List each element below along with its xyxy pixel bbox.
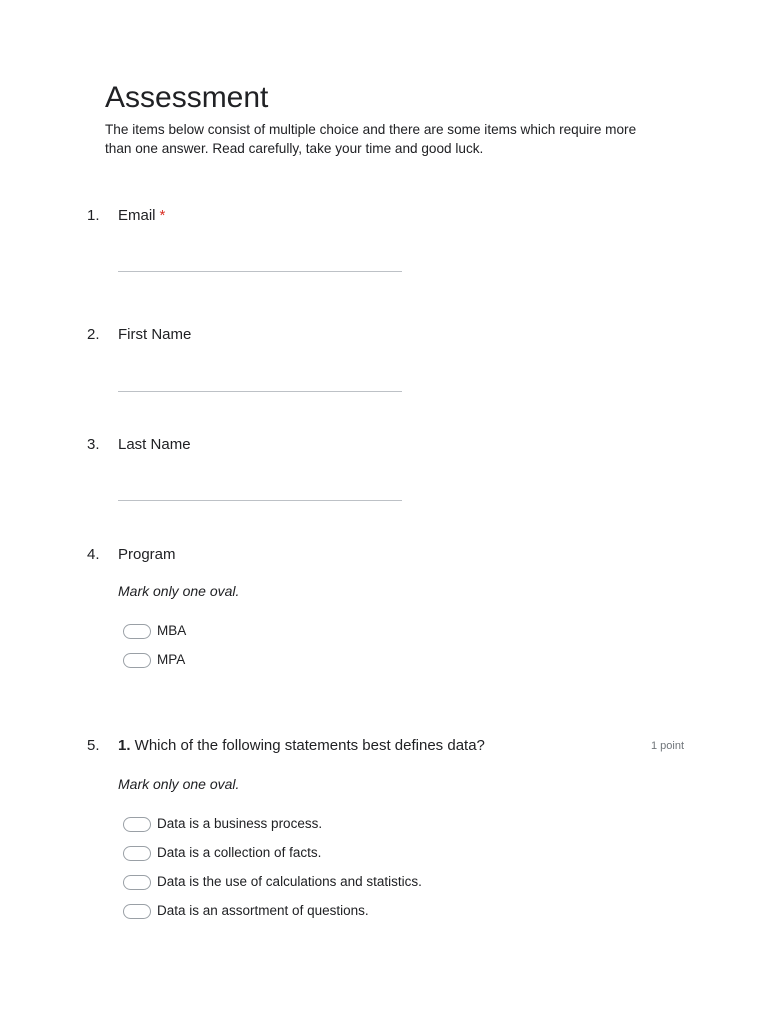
question-number: 4. [87,546,100,563]
question-title [118,206,165,226]
option-business-process[interactable] [123,815,322,833]
radio-oval[interactable] [123,904,151,919]
radio-oval[interactable] [123,846,151,861]
question-title: First Name [118,326,192,343]
radio-oval[interactable] [123,624,151,639]
question-title-text: Email [118,207,156,224]
option-mba[interactable] [123,622,186,640]
form-title: Assessment [105,81,269,114]
form-description: The items below consist of multiple choice and there are some items which require more than one answer. Read carefully, take your time and good luck. [105,122,637,156]
option-assortment-of-questions[interactable] [123,902,369,920]
question-title-prefix: 1. [118,737,131,754]
email-answer-line[interactable] [118,271,402,272]
question-number: 2. [87,326,100,343]
option-mpa[interactable] [123,651,185,669]
option-calculations-statistics[interactable] [123,873,422,891]
radio-oval[interactable] [123,875,151,890]
last-name-answer-line[interactable] [118,500,402,501]
points-label: 1 point [650,740,684,752]
question-number: 1. [87,207,100,224]
option-label: Data is a collection of facts. [157,845,322,860]
question-number: 3. [87,436,100,453]
question-instruction: Mark only one oval. [118,776,240,792]
question-title-text: Which of the following statements best defines data? [130,737,485,754]
radio-oval[interactable] [123,653,151,668]
option-label: Data is an assortment of questions. [157,903,369,918]
option-label: MBA [157,623,187,638]
required-marker: * [159,207,166,224]
question-title: Program [118,546,176,563]
first-name-answer-line[interactable] [118,391,402,392]
radio-oval[interactable] [123,817,151,832]
question-number: 5. [87,737,100,754]
question-title: Last Name [118,436,191,453]
option-label: Data is a business process. [157,816,323,831]
option-label: Data is the use of calculations and statistics. [157,874,422,889]
question-title [118,736,485,756]
option-label: MPA [157,652,186,667]
question-instruction: Mark only one oval. [118,583,240,599]
option-collection-of-facts[interactable] [123,844,321,862]
